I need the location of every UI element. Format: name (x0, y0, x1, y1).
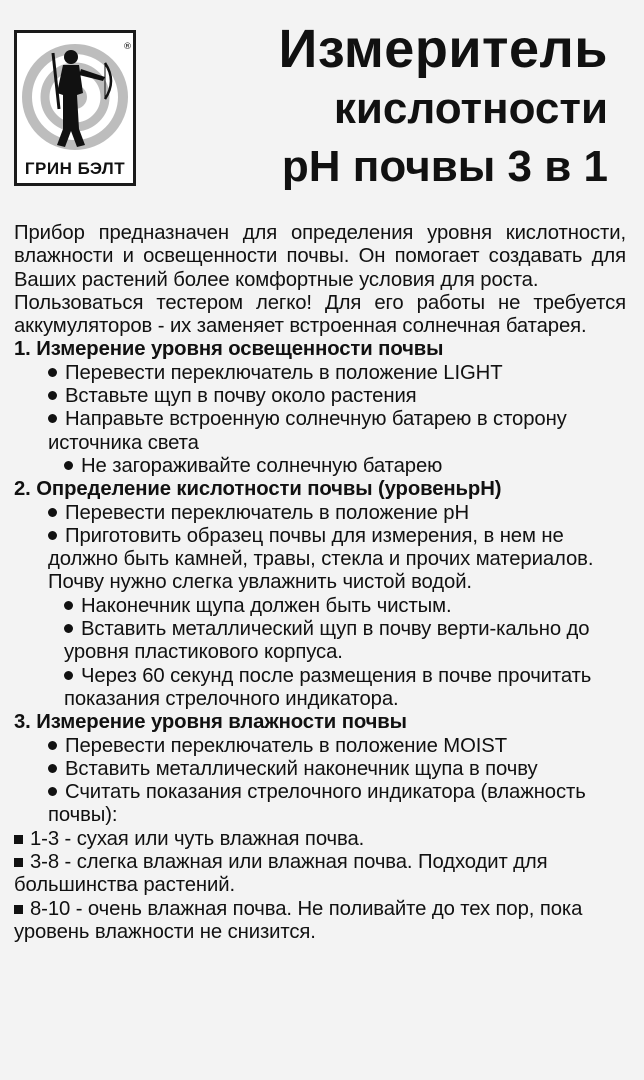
bullet-icon (48, 414, 57, 423)
brand-logo (14, 30, 136, 186)
moisture-level-item (14, 898, 626, 945)
list-item (14, 455, 626, 478)
moisture-level-text: 3-8 - слегка влажная или влажная почва. Подходит для большинства растений. (14, 851, 548, 897)
title-line-1: Измеритель (278, 19, 608, 79)
list-item (14, 781, 626, 828)
title-line-3: pH почвы 3 в 1 (281, 142, 608, 191)
list-item (14, 502, 626, 525)
list-item-text: Перевести переключатель в положение MOIST (65, 734, 508, 757)
svg-text:®: ® (123, 42, 132, 52)
bullet-icon (48, 508, 57, 517)
list-item-text: Наконечник щупа должен быть чистым. (81, 594, 452, 617)
section-1-heading: 1. Измерение уровня освещенности почвы (14, 338, 444, 361)
list-item-text: Перевести переключатель в положение LIGHT (65, 361, 503, 384)
archer-logo-icon (17, 33, 133, 161)
moisture-level-item (14, 828, 626, 851)
square-bullet-icon (14, 835, 23, 844)
moisture-level-text: 1-3 - сухая или чуть влажная почва. (30, 827, 365, 850)
bullet-icon (64, 671, 73, 680)
instructions-body (14, 222, 626, 944)
list-item (14, 385, 626, 408)
list-item-text: Не загораживайте солнечную батарею (81, 454, 443, 477)
bullet-icon (48, 531, 57, 540)
list-item (14, 595, 626, 618)
intro-paragraph-1: Прибор предназначен для определения уровня кислотности, влажности и освещенности почвы. Он помогает создавать для Ваших растений более комфортные условия для роста. (14, 222, 626, 291)
moisture-level-item (14, 851, 626, 898)
section-3-heading: 3. Измерение уровня влажности почвы (14, 711, 407, 734)
list-item-text: Направьте встроенную солнечную батарею в сторону источника света (48, 408, 567, 454)
square-bullet-icon (14, 858, 23, 867)
square-bullet-icon (14, 905, 23, 914)
bullet-icon (48, 764, 57, 773)
title-line-2: кислотности (333, 84, 608, 133)
intro-paragraph-2: Пользоваться тестером легко! Для его работы не требуется аккумуляторов - их заменяет встроенная солнечная батарея. (14, 291, 626, 338)
logo-text: ГРИН БЭЛТ (24, 159, 126, 178)
bullet-icon (64, 601, 73, 610)
bullet-icon (64, 461, 73, 470)
bullet-icon (48, 741, 57, 750)
list-item (14, 408, 626, 455)
list-item (14, 525, 626, 595)
list-item-text: Считать показания стрелочного индикатора (влажность почвы): (48, 781, 586, 827)
page-title (279, 18, 608, 196)
list-item-text: Через 60 секунд после размещения в почве прочитать показания стрелочного индикатора. (64, 664, 592, 710)
bullet-icon (48, 368, 57, 377)
list-item-text: Приготовить образец почвы для измерения, в нем не должно быть камней, травы, стекла и прочих материалов. Почву нужно слегка увлажнить чистой водой. (48, 524, 594, 594)
bullet-icon (48, 391, 57, 400)
list-item-text: Вставить металлический наконечник щупа в почву (65, 757, 538, 780)
section-2-heading: 2. Определение кислотности почвы (уровеньрН) (14, 478, 502, 501)
header (0, 0, 644, 210)
moisture-level-text: 8-10 - очень влажная почва. Не поливайте до тех пор, пока уровень влажности не снизится. (14, 897, 583, 943)
bullet-icon (64, 624, 73, 633)
list-item (14, 665, 626, 712)
list-item-text: Вставьте щуп в почву около растения (65, 385, 417, 408)
list-item-text: Перевести переключатель в положение рН (65, 501, 470, 524)
list-item-text: Вставить металлический щуп в почву верти-кально до уровня пластикового корпуса. (64, 618, 590, 664)
list-item (14, 618, 626, 665)
list-item (14, 735, 626, 758)
list-item (14, 758, 626, 781)
list-item (14, 362, 626, 385)
bullet-icon (48, 787, 57, 796)
